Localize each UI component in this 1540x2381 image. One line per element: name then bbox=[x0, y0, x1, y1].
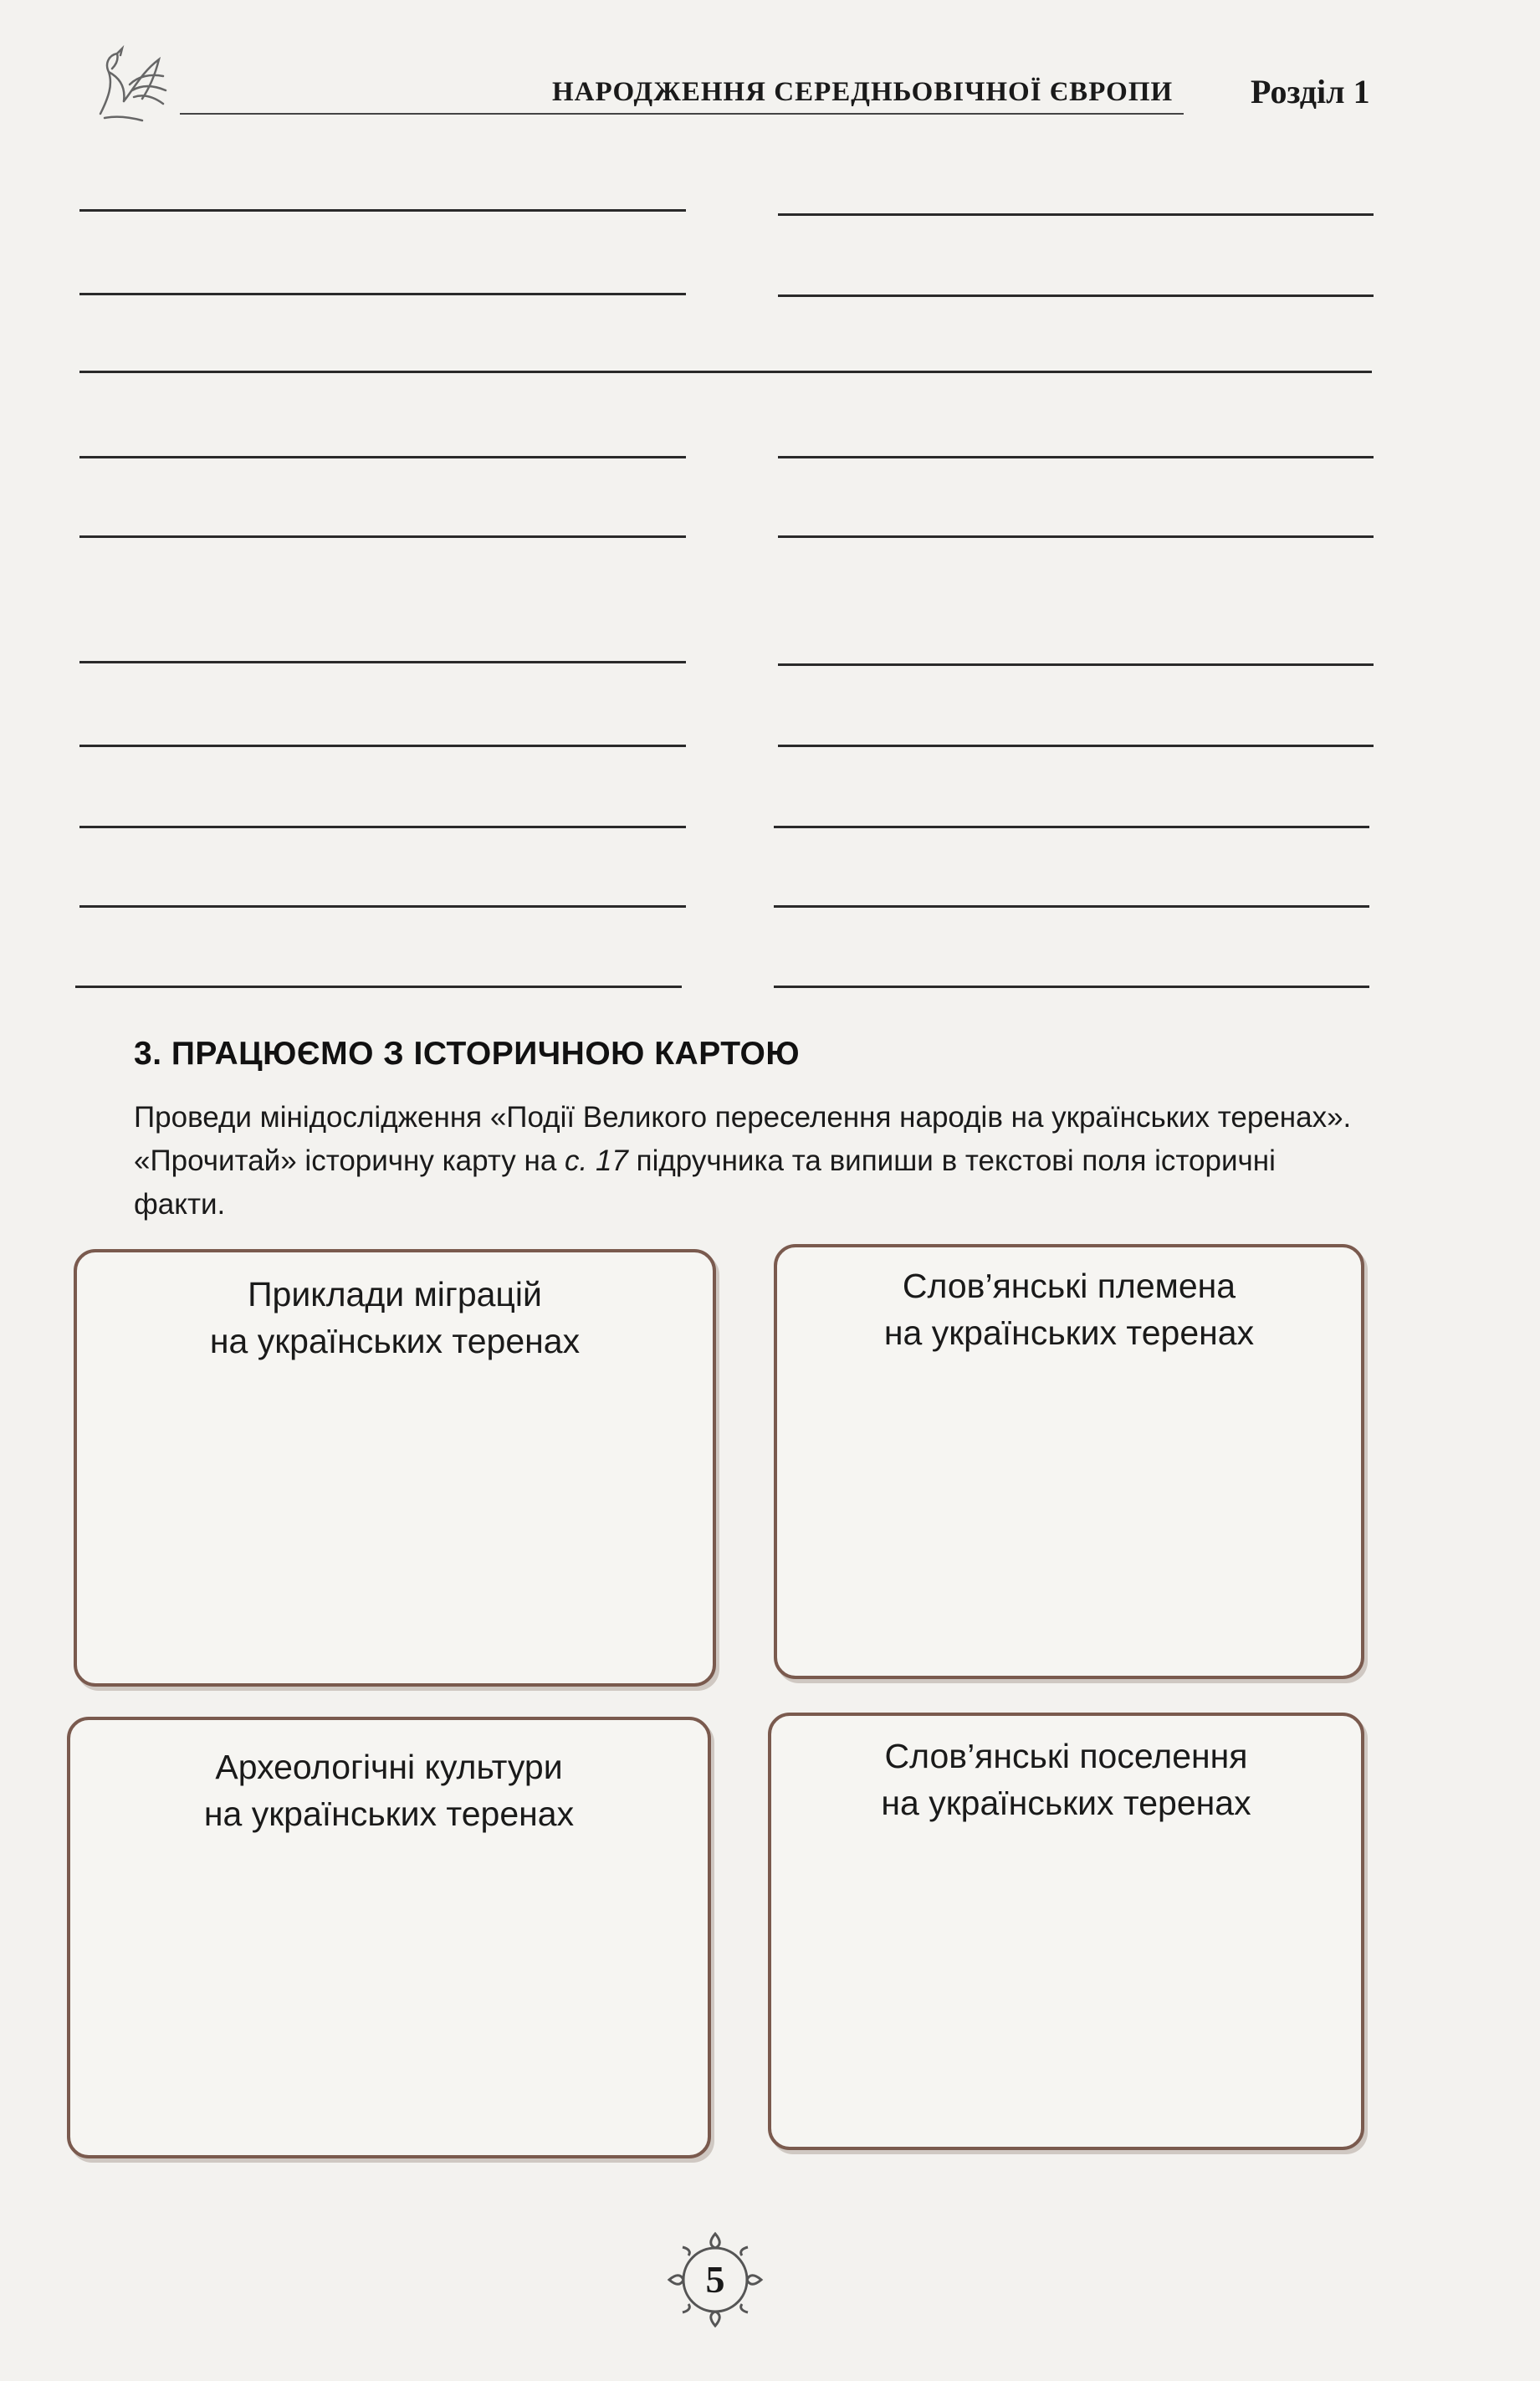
writing-line[interactable] bbox=[778, 663, 1374, 666]
writing-line[interactable] bbox=[79, 293, 686, 295]
task-text-part: підручника та випиши в текстові поля історичні факти. bbox=[134, 1144, 1276, 1221]
textbook-page-ref: с. 17 bbox=[565, 1144, 628, 1177]
writing-line[interactable] bbox=[774, 826, 1369, 828]
box-title: Приклади міграцій на українських теренах bbox=[209, 1275, 581, 1360]
writing-line[interactable] bbox=[778, 535, 1374, 538]
running-title: НАРОДЖЕННЯ СЕРЕДНЬОВІЧНОЇ ЄВРОПИ bbox=[552, 77, 1174, 107]
writing-line[interactable] bbox=[778, 745, 1374, 747]
box-title: Слов’янські племена на українських теренах bbox=[883, 1267, 1255, 1352]
task-instructions bbox=[134, 1096, 1372, 1226]
writing-line[interactable] bbox=[79, 371, 1372, 373]
answer-box-migrations[interactable] bbox=[74, 1249, 716, 1687]
writing-line[interactable] bbox=[79, 535, 686, 538]
answer-box-slavic-settlements[interactable] bbox=[768, 1713, 1364, 2150]
writing-line[interactable] bbox=[774, 905, 1369, 908]
task-heading: 3. ПРАЦЮЄМО З ІСТОРИЧНОЮ КАРТОЮ bbox=[134, 1036, 801, 1072]
box-title: Археологічні культури на українських теренах bbox=[203, 1748, 575, 1833]
writing-line[interactable] bbox=[79, 905, 686, 908]
writing-line[interactable] bbox=[79, 209, 686, 212]
writing-line[interactable] bbox=[79, 456, 686, 458]
header-rule bbox=[180, 113, 1184, 115]
writing-line[interactable] bbox=[778, 456, 1374, 458]
writing-line[interactable] bbox=[79, 826, 686, 828]
section-label: Розділ 1 bbox=[1251, 73, 1370, 110]
gryphon-emblem-icon bbox=[84, 38, 176, 131]
writing-line[interactable] bbox=[778, 294, 1374, 297]
page-number: 5 bbox=[705, 2258, 725, 2301]
writing-line[interactable] bbox=[75, 986, 682, 988]
answer-box-slavic-tribes[interactable] bbox=[774, 1244, 1364, 1679]
answer-box-archaeological-cultures[interactable] bbox=[67, 1717, 711, 2158]
box-title: Слов’янські поселення на українських теренах bbox=[881, 1737, 1251, 1822]
task-text-part: Проведи мінідослідження «Події Великого переселення народів на українських теренах». «Прочитай» історичну карту на bbox=[134, 1101, 1352, 1177]
page-number-badge bbox=[661, 2225, 770, 2334]
writing-line[interactable] bbox=[778, 213, 1374, 216]
writing-line[interactable] bbox=[79, 661, 686, 663]
writing-line[interactable] bbox=[79, 745, 686, 747]
writing-line[interactable] bbox=[774, 986, 1369, 988]
